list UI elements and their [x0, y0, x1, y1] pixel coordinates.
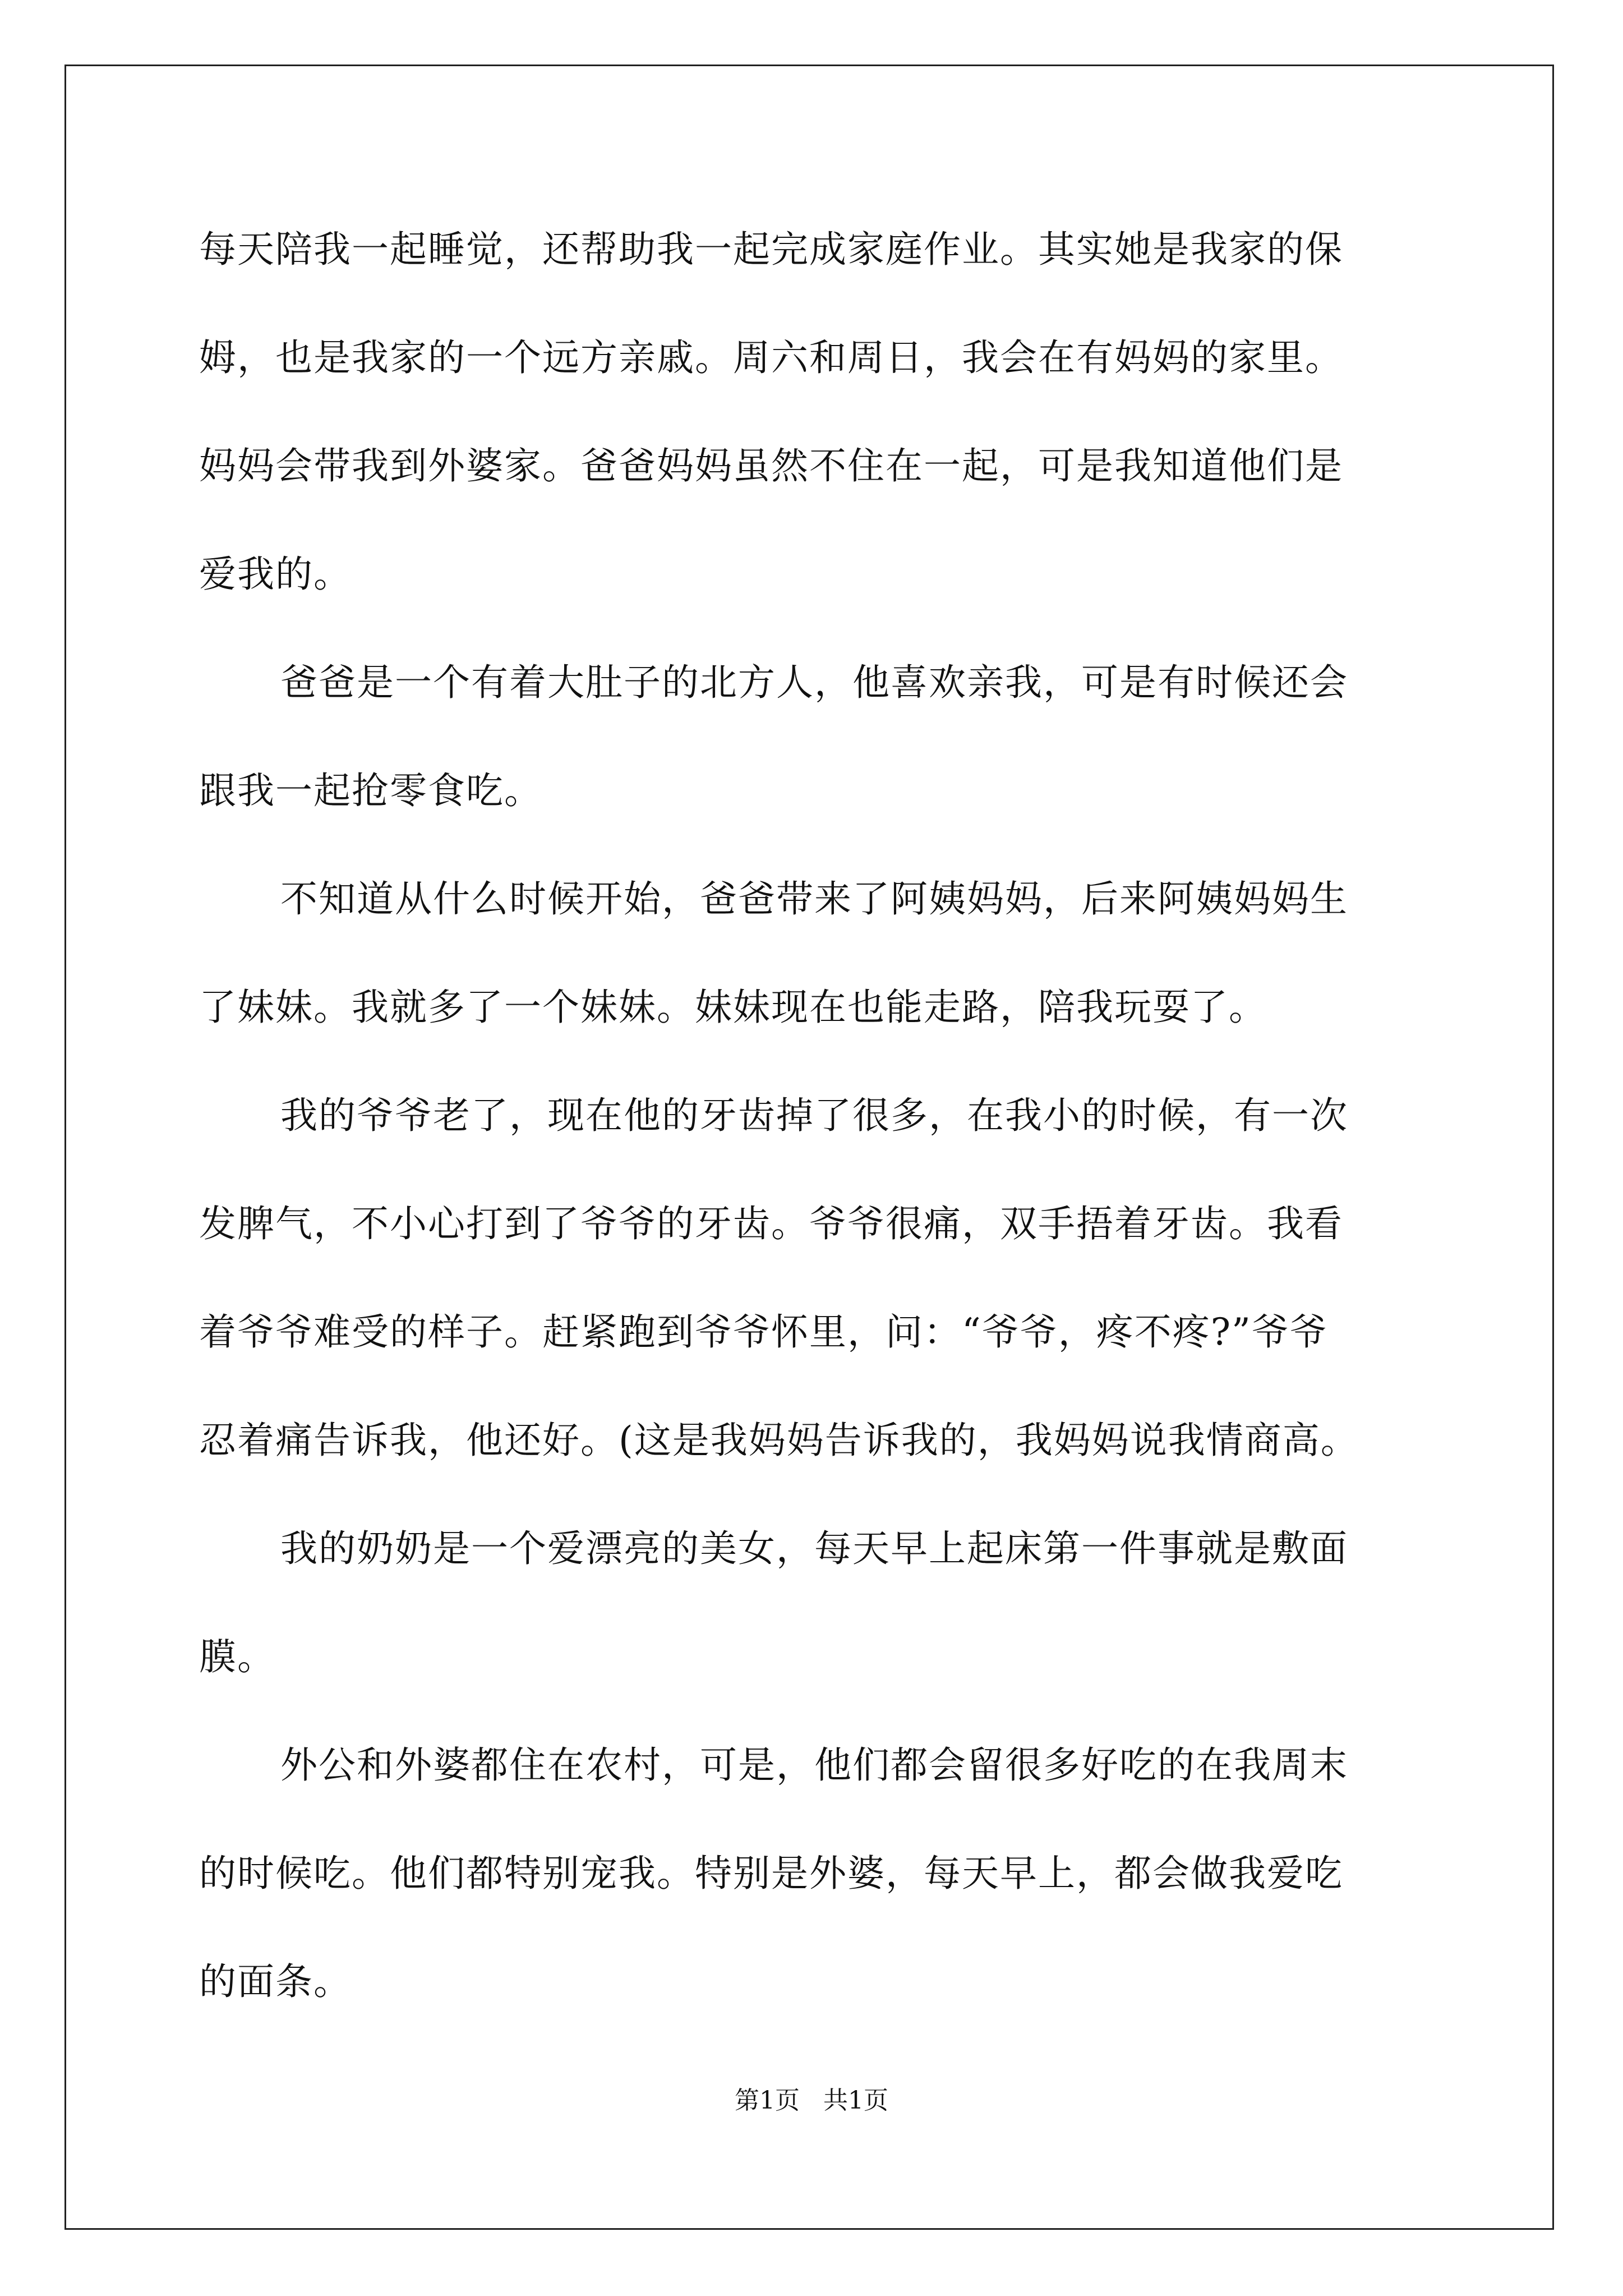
page-number-footer: 第1页 共1页 — [735, 2086, 888, 2115]
text-line: 膜。 — [199, 1635, 275, 1678]
text-line: 忍着痛告诉我，他还好。(这是我妈妈告诉我的，我妈妈说我情商高。 — [199, 1419, 1359, 1462]
text-line: 的面条。 — [199, 1960, 352, 2003]
paragraph-first-line: 爸爸是一个有着大肚子的北方人，他喜欢亲我，可是有时候还会 — [280, 661, 1348, 704]
text-line: 每天陪我一起睡觉，还帮助我一起完成家庭作业。其实她是我家的保 — [199, 228, 1343, 271]
text-line: 着爷爷难受的样子。赶紧跑到爷爷怀里，问：“爷爷，疼不疼?”爷爷 — [199, 1310, 1328, 1354]
text-line: 的时候吃。他们都特别宠我。特别是外婆，每天早上，都会做我爱吃 — [199, 1852, 1343, 1895]
paragraph-first-line: 外公和外婆都住在农村，可是，他们都会留很多好吃的在我周末 — [280, 1743, 1348, 1787]
text-line: 了妹妹。我就多了一个妹妹。妹妹现在也能走路，陪我玩耍了。 — [199, 986, 1267, 1029]
paragraph-first-line: 我的奶奶是一个爱漂亮的美女，每天早上起床第一件事就是敷面 — [280, 1527, 1348, 1570]
text-line: 姆，也是我家的一个远方亲戚。周六和周日，我会在有妈妈的家里。 — [199, 336, 1343, 379]
page-border — [64, 65, 1554, 2230]
text-line: 跟我一起抢零食吃。 — [199, 769, 542, 812]
paragraph-first-line: 不知道从什么时候开始，爸爸带来了阿姨妈妈，后来阿姨妈妈生 — [280, 877, 1348, 921]
text-line: 发脾气，不小心打到了爷爷的牙齿。爷爷很痛，双手捂着牙齿。我看 — [199, 1202, 1343, 1245]
paragraph-first-line: 我的爷爷老了，现在他的牙齿掉了很多，在我小的时候，有一次 — [280, 1094, 1348, 1137]
text-line: 妈妈会带我到外婆家。爸爸妈妈虽然不住在一起，可是我知道他们是 — [199, 444, 1343, 487]
text-line: 爱我的。 — [199, 553, 352, 596]
